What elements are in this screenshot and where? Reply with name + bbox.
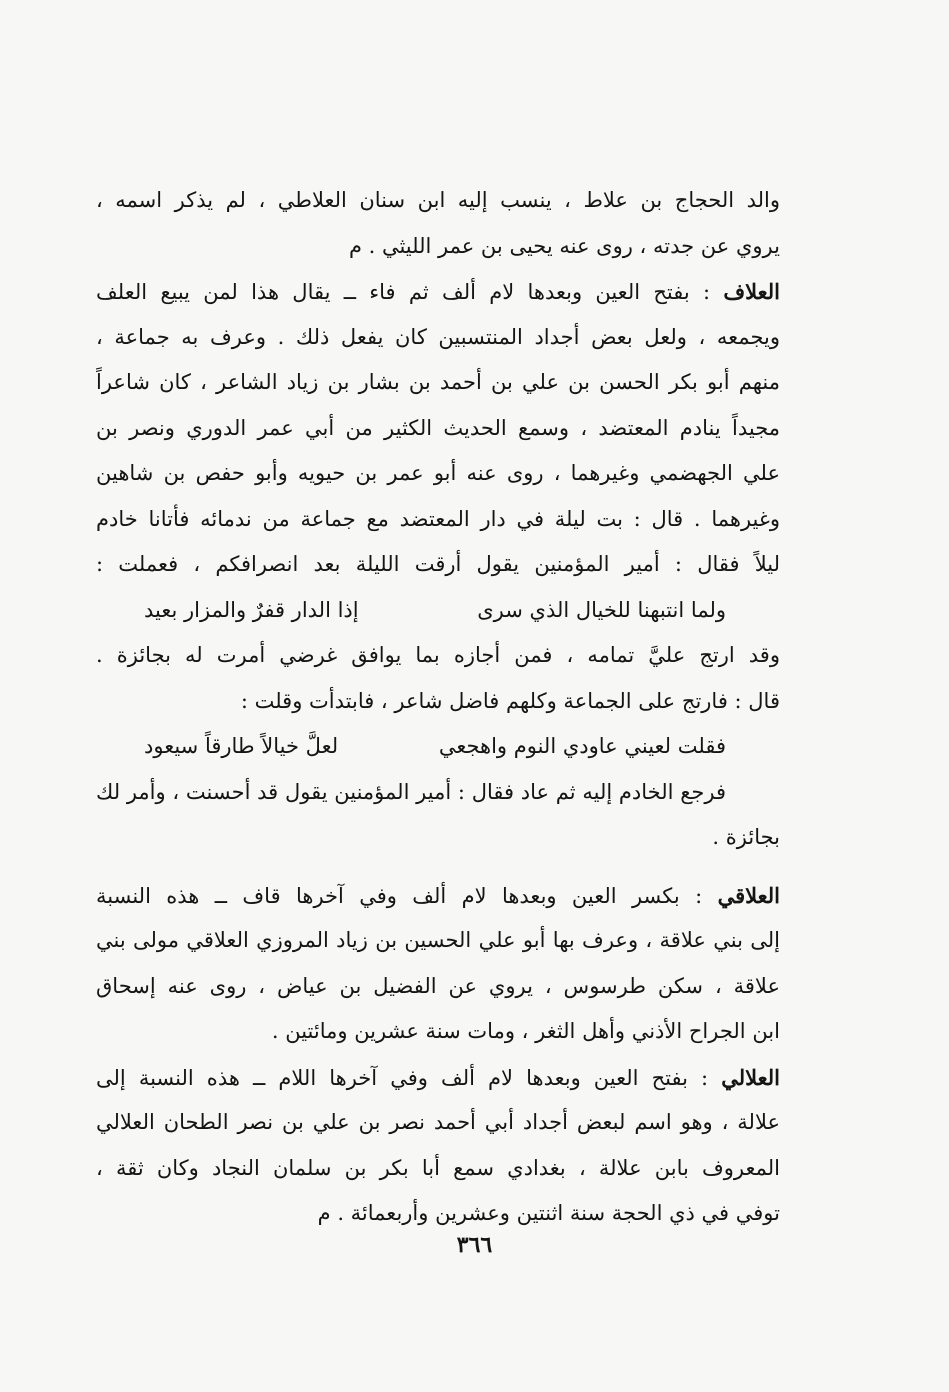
- text-line: علاقة ، سكن طرسوس ، يروي عن الفضيل بن عياض ، روى عنه إسحاق: [96, 973, 780, 998]
- verse-line: [96, 588, 780, 634]
- text-line: إلى بني علاقة ، وعرف بها أبو علي الحسين بن زياد المروزي العلاقي مولى بني: [96, 928, 780, 952]
- text-line: المعروف بابن علالة ، بغدادي سمع أبا بكر بن سلمان النجاد وكان ثقة ،: [96, 1155, 780, 1180]
- text-line: منهم أبو بكر الحسن بن علي بن أحمد بن بشار بن زياد الشاعر ، كان شاعراً: [96, 370, 780, 394]
- verse-line: [96, 724, 780, 770]
- text-line: فرجع الخادم إليه ثم عاد فقال : أمير المؤمنين يقول قد أحسنت ، وأمر لك: [96, 779, 726, 804]
- entry-first-line: [96, 269, 780, 315]
- text-line: مجيداً ينادم المعتضد ، وسمع الحديث الكثير من أبي عمر الدوري ونصر بن: [96, 415, 780, 440]
- text-line: علالة ، وهو اسم لبعض أجداد أبي أحمد نصر بن علي بن نصر الطحان العلالي: [96, 1110, 780, 1134]
- text-line: بجائزة .: [712, 825, 780, 849]
- verse-hemistich-second: لعلَّ خيالاً طارقاً سيعود: [144, 734, 339, 758]
- text-line: وغيرهما . قال : بت ليلة في دار المعتضد مع جماعة من ندمائه فأتانا خادم: [96, 506, 780, 531]
- page-number: ٣٦٦: [456, 1232, 493, 1258]
- entry-heading: العلاف: [723, 279, 780, 304]
- text-line: يروي عن جدته ، روى عنه يحيى بن عمر الليثي . م: [348, 233, 780, 258]
- entry-first-line: [96, 1055, 780, 1101]
- entry-first-line: [96, 873, 780, 919]
- spacer: [96, 861, 780, 873]
- text-line: وقد ارتج عليَّ تمامه ، فمن أجازه بما يوافق غرضي أمرت له بجائزة .: [96, 643, 780, 667]
- entry-heading: العلاقي: [717, 882, 780, 908]
- entry-definition: : بفتح العين وبعدها لام ألف وفي آخرها اللام ــ هذه النسبة إلى: [96, 1065, 709, 1090]
- text-line: ابن الجراح الأذني وأهل الثغر ، ومات سنة عشرين ومائتين .: [271, 1019, 780, 1043]
- text-line: توفي في ذي الحجة سنة اثنتين وعشرين وأربعمائة . م: [317, 1201, 780, 1225]
- main-text: [96, 178, 780, 1237]
- text-line: ويجمعه ، ولعل بعض أجداد المنتسبين كان يفعل ذلك . وعرف به جماعة ،: [96, 324, 780, 349]
- entry-definition: : بكسر العين وبعدها لام ألف وفي آخرها قاف ــ هذه النسبة: [96, 883, 703, 908]
- text-line: قال : فارتج على الجماعة وكلهم فاضل شاعر ، فابتدأت وقلت :: [240, 688, 780, 713]
- verse-hemistich-second: إذا الدار قفرٌ والمزار بعيد: [144, 597, 359, 622]
- verse-hemistich-first: ولما انتبهنا للخيال الذي سرى: [477, 597, 726, 622]
- text-line: علي الجهضمي وغيرهما ، روى عنه أبو عمر بن حيويه وأبو حفص بن شاهين: [96, 461, 780, 485]
- entry-definition: : بفتح العين وبعدها لام ألف ثم فاء ــ يقال هذا لمن يبيع العلف: [96, 280, 711, 304]
- entry-heading: العلالي: [721, 1064, 780, 1090]
- text-line: والد الحجاج بن علاط ، ينسب إليه ابن سنان العلاطي ، لم يذكر اسمه ،: [96, 188, 780, 212]
- verse-hemistich-first: فقلت لعيني عاودي النوم واهجعي: [438, 734, 726, 758]
- text-line: ليلاً فقال : أمير المؤمنين يقول أرقت الليلة بعد انصرافكم ، فعملت :: [96, 552, 780, 576]
